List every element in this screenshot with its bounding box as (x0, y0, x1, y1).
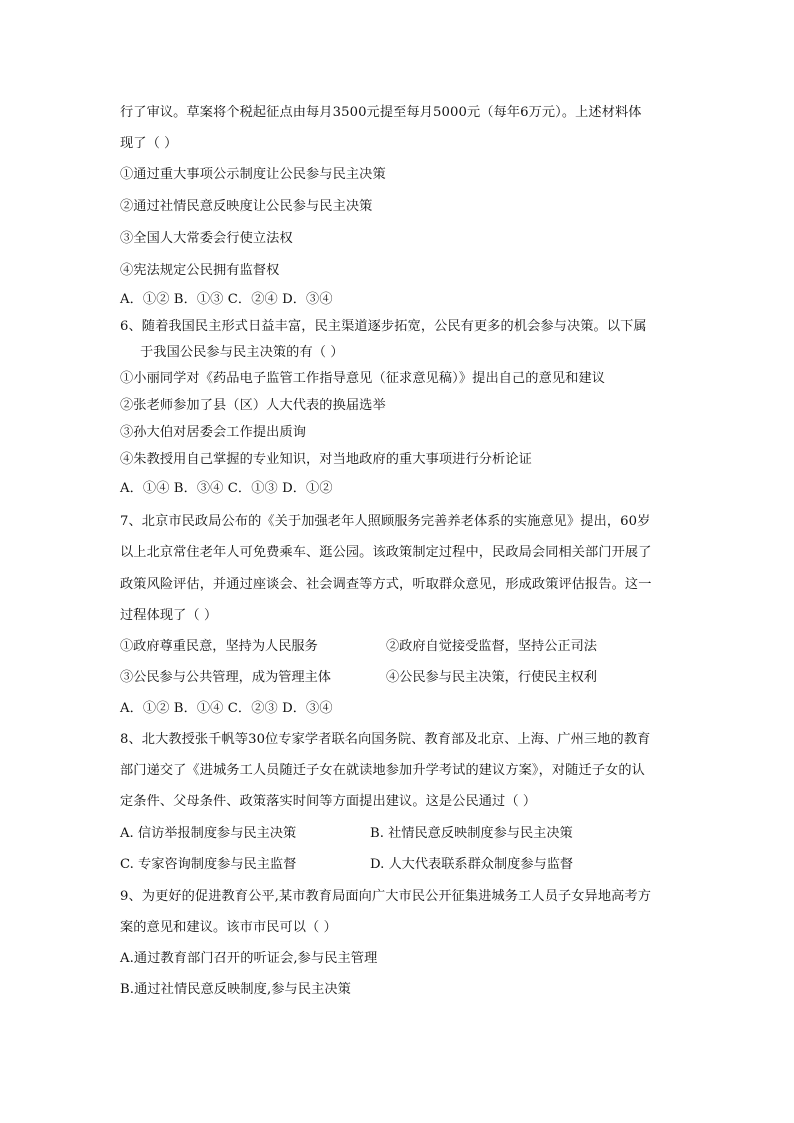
q7-option-3: ③公民参与公共管理，成为管理主体 (120, 670, 331, 685)
q6-stem-line-1: 6、随着我国民主形式日益丰富，民主渠道逐步拓宽，公民有更多的机会参与决策。以下属 (120, 319, 647, 334)
q5-answer-choices: A．①② B．①③ C．②④ D．③④ (120, 292, 333, 307)
q7-stem-line-2: 以上北京常住老年人可免费乘车、逛公园。该政策制定过程中，民政局会同相关部门开展了 (120, 545, 652, 560)
q6-answer-choices: A．①④ B．③④ C．①③ D．①② (120, 481, 333, 496)
q5-option-1: ①通过重大事项公示制度让公民参与民主决策 (120, 167, 386, 182)
q5-stem-line-1: 行了审议。草案将个税起征点由每月3500元提至每月5000元（每年6万元）。上述材料体 (120, 105, 642, 120)
q8-stem-line-2: 部门递交了《进城务工人员随迁子女在就读地参加升学考试的建议方案》，对随迁子女的认 (120, 763, 645, 778)
q5-stem-line-2: 现了（ ） (120, 136, 178, 151)
q8-option-d: D. 人大代表联系群众制度参与监督 (370, 857, 574, 872)
q8-option-c: C. 专家咨询制度参与民主监督 (120, 857, 297, 872)
q7-stem-line-3: 政策风险评估，并通过座谈会、社会调查等方式，听取群众意见，形成政策评估报告。这一 (120, 577, 652, 592)
q5-option-2: ②通过社情民意反映度让公民参与民主决策 (120, 199, 373, 214)
q9-option-b: B.通过社情民意反映制度,参与民主决策 (120, 982, 351, 997)
q7-answer-choices: A．①② B．①④ C．②③ D．③④ (120, 701, 333, 716)
q8-stem-line-1: 8、北大教授张千帆等30位专家学者联名向国务院、教育部及北京、上海、广州三地的教育 (120, 732, 651, 747)
q6-option-3: ③孙大伯对居委会工作提出质询 (120, 425, 307, 440)
q5-option-3: ③全国人大常委会行使立法权 (120, 231, 293, 246)
q7-option-1: ①政府尊重民意，坚持为人民服务 (120, 639, 318, 654)
q9-stem-line-1: 9、为更好的促进教育公平,某市教育局面向广大市民公开征集进城务工人员子女异地高考方 (120, 889, 651, 904)
q5-option-4: ④宪法规定公民拥有监督权 (120, 263, 280, 278)
q6-option-4: ④朱教授用自己掌握的专业知识，对当地政府的重大事项进行分析论证 (120, 452, 532, 467)
q6-stem-line-2: 于我国公民参与民主决策的有（ ） (140, 345, 344, 360)
q7-stem-line-1: 7、北京市民政局公布的《关于加强老年人照顾服务完善养老体系的实施意见》提出，60岁 (120, 514, 651, 529)
q8-stem-line-3: 定条件、父母条件、政策落实时间等方面提出建议。这是公民通过（ ） (120, 794, 537, 809)
q8-option-b: B. 社情民意反映制度参与民主决策 (370, 826, 573, 841)
q7-option-4: ④公民参与民主决策，行使民主权利 (386, 670, 597, 685)
q7-option-2: ②政府自觉接受监督，坚持公正司法 (386, 639, 597, 654)
q9-stem-line-2: 案的意见和建议。该市市民可以（ ） (120, 920, 337, 935)
q6-option-1: ①小丽同学对《药品电子监管工作指导意见（征求意见稿）》提出自己的意见和建议 (120, 371, 606, 386)
q8-option-a: A. 信访举报制度参与民主决策 (120, 826, 297, 841)
q6-option-2: ②张老师参加了县（区）人大代表的换届选举 (120, 398, 386, 413)
q7-stem-line-4: 过程体现了（ ） (120, 608, 218, 623)
q9-option-a: A.通过教育部门召开的听证会,参与民主管理 (120, 951, 378, 966)
